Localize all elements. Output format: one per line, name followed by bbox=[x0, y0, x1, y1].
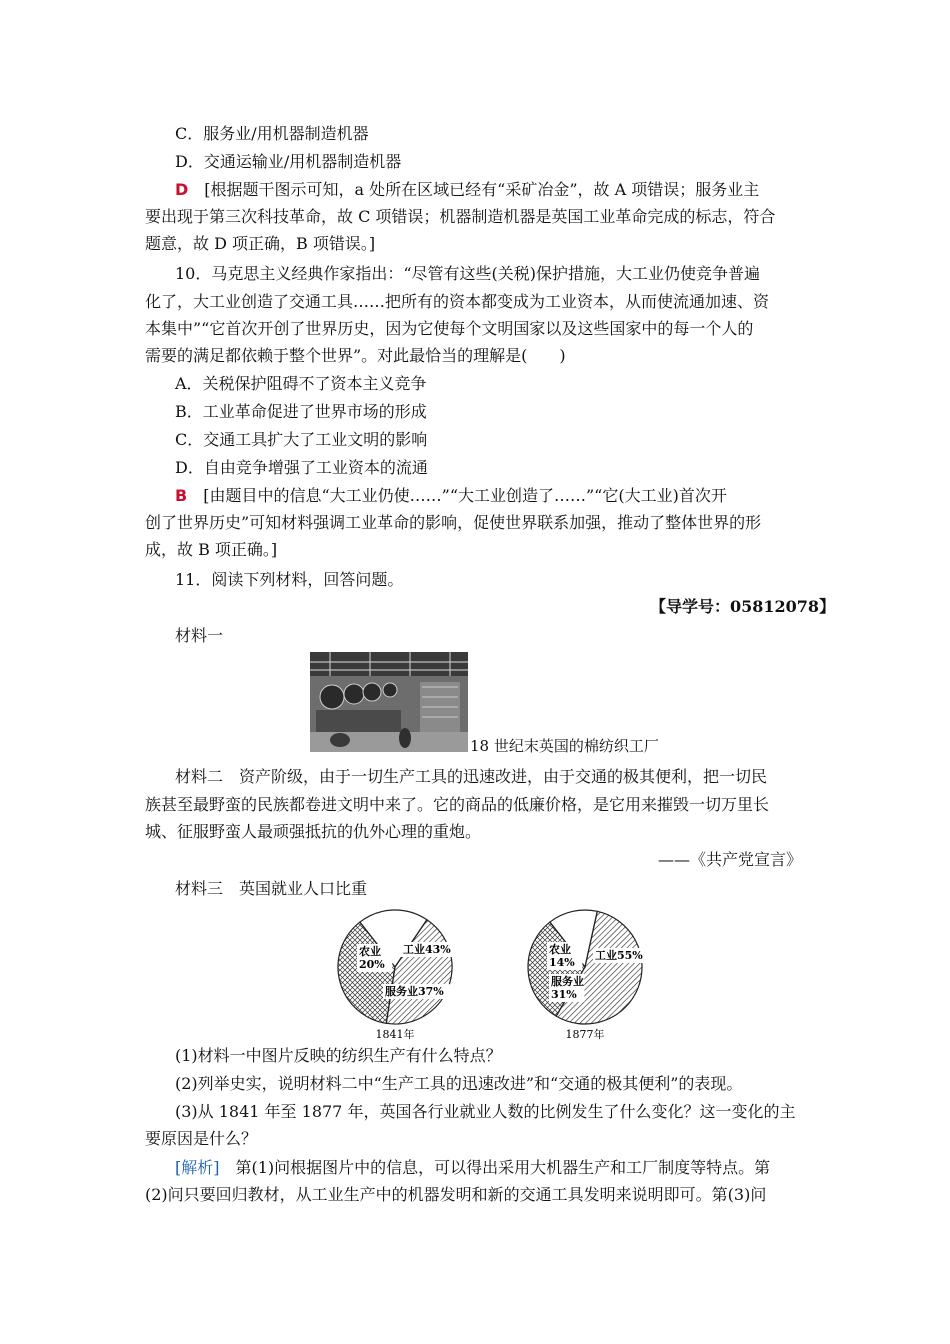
q9-option-c: C．服务业/用机器制造机器 bbox=[175, 124, 369, 143]
pie-data-label: 农业 bbox=[549, 943, 571, 956]
pie-year-label: 1841年 bbox=[375, 1028, 415, 1040]
question-2: (2)列举史实，说明材料二中“生产工具的迅速改进”和“交通的极其便利”的表现。 bbox=[175, 1074, 743, 1093]
q9-explanation-line-1 bbox=[175, 180, 759, 200]
material-1-caption: 18 世纪末英国的棉纺织工厂 bbox=[470, 737, 659, 755]
pie-1877 bbox=[528, 910, 649, 1040]
q10-explanation-line-3: 成，故 B 项正确。] bbox=[145, 540, 278, 559]
material-1-title: 材料一 bbox=[175, 626, 224, 645]
q10-option-b: B．工业革命促进了世界市场的形成 bbox=[175, 402, 427, 421]
question-3-line-2: 要原因是什么？ bbox=[145, 1129, 258, 1148]
q10-explanation-line-2: 创了世界历史”可知材料强调工业革命的影响，促使世界联系加强，推动了整体世界的形 bbox=[145, 513, 762, 532]
q10-option-c: C．交通工具扩大了工业文明的影响 bbox=[175, 430, 428, 449]
cotton-factory-photo bbox=[310, 652, 468, 752]
q10-option-a: A．关税保护阻碍不了资本主义竞争 bbox=[175, 374, 427, 393]
analysis-text-1: 第(1)问根据图片中的信息，可以得出采用大机器生产和工厂制度等特点。第 bbox=[219, 1158, 771, 1177]
analysis-line-1 bbox=[175, 1158, 770, 1178]
pie-data-label: 工业55% bbox=[595, 949, 643, 962]
analysis-tag: [解析] bbox=[175, 1158, 220, 1177]
question-1: (1)材料一中图片反映的纺织生产有什么特点？ bbox=[175, 1046, 502, 1065]
pie-data-label: 服务业37% bbox=[385, 985, 444, 998]
pie-data-label: 20% bbox=[359, 958, 385, 971]
pie-data-label: 工业43% bbox=[403, 943, 451, 956]
q10-answer: B bbox=[175, 486, 188, 505]
q10-stem-line-2: 化了，大工业创造了交通工具……把所有的资本都变成为工业资本，从而使流通加速、资 bbox=[145, 292, 770, 311]
pie-data-label: 农业 bbox=[359, 945, 381, 958]
material-3-title: 材料三 英国就业人口比重 bbox=[175, 879, 368, 898]
guide-number: 【导学号：05812078】 bbox=[650, 597, 836, 616]
q10-explanation-line-1 bbox=[175, 486, 727, 506]
q10-stem-line-1: 10．马克思主义经典作家指出：“尽管有这些(关税)保护措施，大工业仍使竞争普遍 bbox=[175, 264, 761, 283]
q9-expl-text: [根据题干图示可知，a 处所在区域已经有“采矿冶金”，故 A 项错误；服务业主 bbox=[204, 180, 760, 199]
pie-data-label: 服务业 bbox=[551, 975, 584, 988]
material-2-line-1: 材料二 资产阶级，由于一切生产工具的迅速改进，由于交通的极其便利，把一切民 bbox=[175, 767, 768, 786]
q10-expl-text: [由题目中的信息“大工业仍使……”“大工业创造了……”“它(大工业)首次开 bbox=[203, 486, 727, 505]
material-2-line-2: 族甚至最野蛮的民族都卷进文明中来了。它的商品的低廉价格，是它用来摧毁一切万里长 bbox=[145, 795, 770, 814]
pie-1841 bbox=[338, 910, 457, 1040]
q10-stem-line-3: 本集中”“它首次开创了世界历史，因为它使每个文明国家以及这些国家中的每一个人的 bbox=[145, 319, 754, 338]
analysis-line-2: (2)问只要回归教材，从工业生产中的机器发明和新的交通工具发明来说明即可。第(3)问 bbox=[145, 1185, 767, 1204]
pie-year-label: 1877年 bbox=[565, 1028, 605, 1040]
q10-option-d: D．自由竞争增强了工业资本的流通 bbox=[175, 458, 428, 477]
q11-intro: 11．阅读下列材料，回答问题。 bbox=[175, 570, 404, 589]
employment-pie-charts bbox=[330, 905, 650, 1040]
material-2-line-3: 城、征服野蛮人最顽强抵抗的仇外心理的重炮。 bbox=[145, 822, 482, 841]
q9-answer: D bbox=[175, 180, 189, 199]
material-2-source: ——《共产党宣言》 bbox=[658, 850, 803, 869]
q9-explanation-line-2: 要出现于第三次科技革命，故 C 项错误；机器制造机器是英国工业革命完成的标志，符合 bbox=[145, 207, 776, 226]
question-3-line-1: (3)从 1841 年至 1877 年，英国各行业就业人数的比例发生了什么变化？这一变化的主 bbox=[175, 1102, 796, 1121]
q10-stem-line-4: 需要的满足都依赖于整个世界”。对此最恰当的理解是( ) bbox=[145, 346, 566, 365]
q9-explanation-line-3: 题意，故 D 项正确，B 项错误。] bbox=[145, 234, 376, 253]
pie-data-label: 14% bbox=[549, 956, 575, 969]
pie-data-label: 31% bbox=[551, 988, 577, 1001]
q9-option-d: D．交通运输业/用机器制造机器 bbox=[175, 152, 402, 171]
